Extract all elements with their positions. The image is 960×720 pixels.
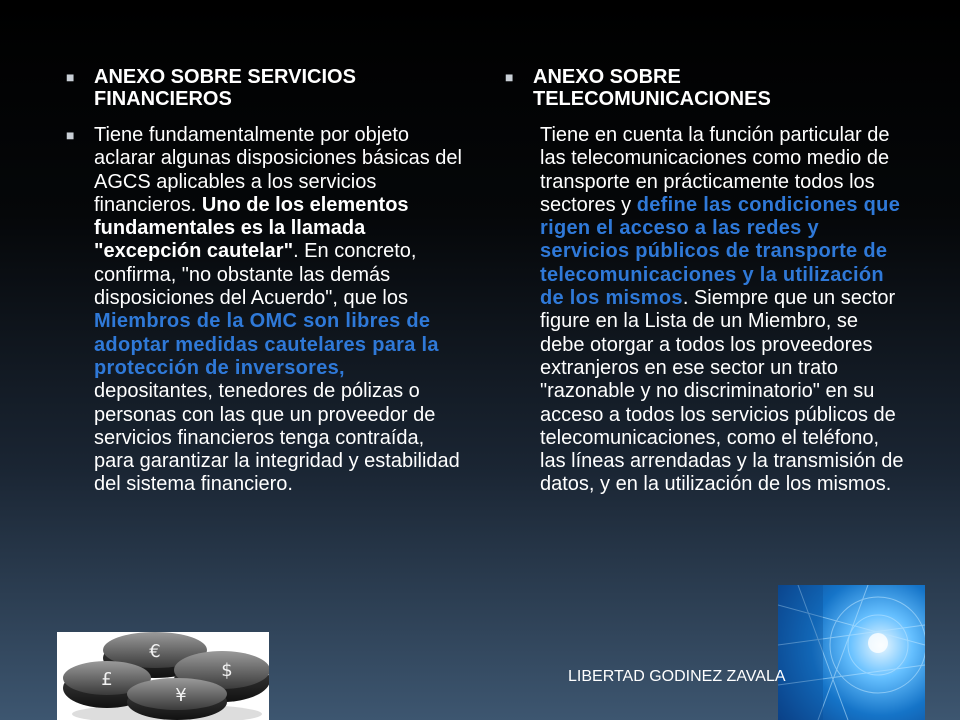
left-body-row <box>66 124 466 497</box>
right-body-end: . Siempre que un sector figure en la Lista de un Miembro, se debe otorgar a todos los proveedores extranjeros en ese sector un trato "razonable y no discriminatorio" en su acceso a todos los servicios públicos de telecomunicaciones, como el teléfono, las líneas arrendadas y la transmisión de datos, y en la utilización de los mismos. <box>540 287 904 496</box>
left-body <box>94 124 466 497</box>
right-body-text: Tiene en cuenta la función particular de las telecomunicaciones como medio de transporte en prácticamente todos los sectores y <box>540 124 890 216</box>
left-body-bold: Uno de los elementos fundamentales es la llamada "excepción cautelar" <box>94 193 409 263</box>
left-body-end: depositantes, tenedores de pólizas o personas con las que un proveedor de servicios financieros tenga contraída, para garantizar la integridad y estabilidad del sistema financiero. <box>94 380 460 496</box>
right-column <box>505 66 905 497</box>
right-heading-row <box>505 66 905 110</box>
right-body-highlight: define las condiciones que rigen el acceso a las redes y servicios públicos de transporte de telecomunicaciones y la utilización de los mismos <box>540 193 901 310</box>
square-bullet-icon <box>66 66 94 88</box>
coin-yen <box>127 678 227 720</box>
square-bullet-icon <box>505 66 533 88</box>
left-heading: ANEXO SOBRE SERVICIOS FINANCIEROS <box>94 66 356 110</box>
tech-svg <box>778 585 925 720</box>
left-heading-row <box>66 66 466 110</box>
currency-coins-image <box>57 632 269 720</box>
coins-svg <box>57 632 269 720</box>
square-bullet-icon <box>66 124 94 146</box>
pound-symbol: £ <box>101 669 113 690</box>
left-body-text: Tiene fundamentalmente por objeto aclarar algunas disposiciones básicas del AGCS aplicables a los servicios financieros. <box>94 124 462 216</box>
author-footer: LIBERTAD GODINEZ ZAVALA <box>568 668 786 685</box>
dollar-symbol: $ <box>221 660 233 681</box>
blue-technology-image <box>778 585 925 720</box>
yen-symbol: ¥ <box>175 685 187 706</box>
left-body-after: . En concreto, confirma, "no obstante las demás disposiciones del Acuerdo", que los <box>94 240 417 310</box>
left-column <box>66 66 466 497</box>
euro-symbol: € <box>149 641 161 662</box>
left-body-highlight: Miembros de la OMC son libres de adoptar medidas cautelares para la protección de inversores, <box>94 310 439 379</box>
right-body <box>505 124 905 497</box>
right-heading: ANEXO SOBRE TELECOMUNICACIONES <box>533 66 771 110</box>
